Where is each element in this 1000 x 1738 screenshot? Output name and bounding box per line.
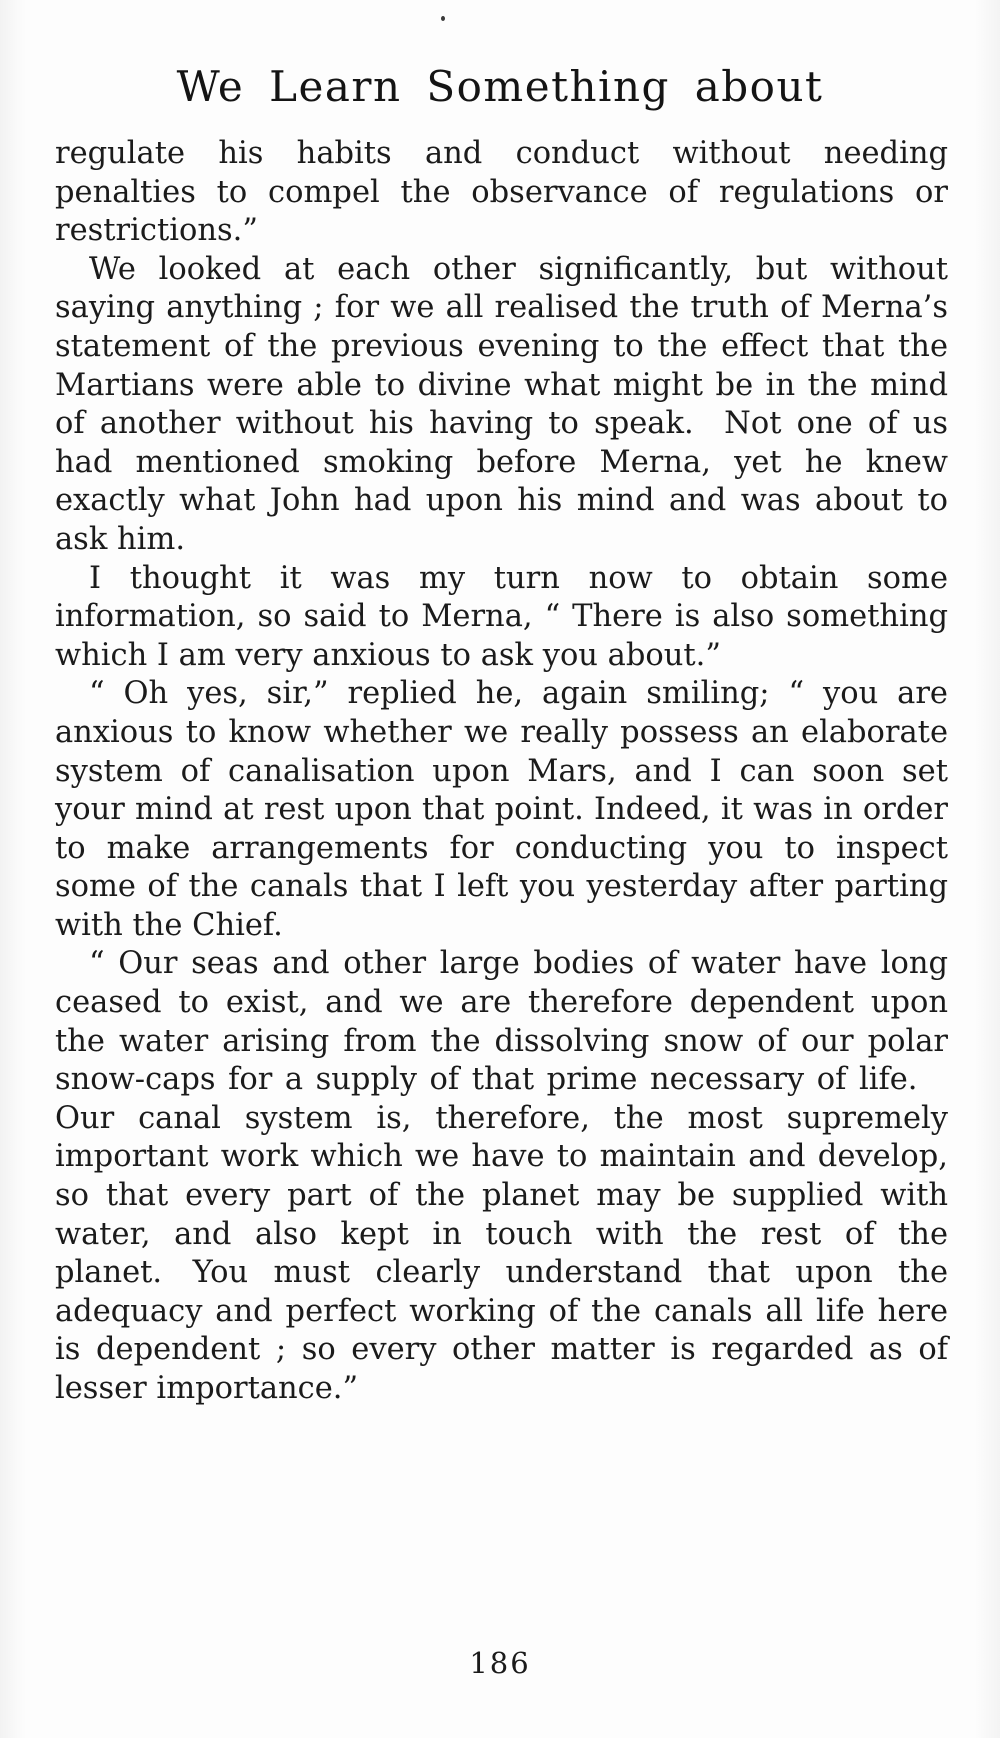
paragraph: regulate his habits and conduct without needing penalties to compel the observance of regulations or restrictions.” (55, 136, 948, 249)
paragraph: We looked at each other significantly, but without saying anything ; for we all realised the truth of Merna’s statement of the previous evening to the effect that the Martians were able to divine what might be in the mind of another without his having to speak. Not one of us had mentioned smoking before Merna, yet he knew exactly what John had upon his mind and was about to ask him. (55, 251, 948, 557)
page-speck-mark (441, 16, 445, 21)
paragraph: I thought it was my turn now to obtain some information, so said to Merna, “ There is also something which I am very anxious to ask you about.” (55, 560, 948, 673)
paragraph: “ Oh yes, sir,” replied he, again smiling; “ you are anxious to know whether we really possess an elaborate system of canalisation upon Mars, and I can soon set your mind at rest upon that point. Indeed, it was in order to make arrangements for conducting you to inspect some of the canals that I left you yesterday after parting with the Chief. (55, 676, 948, 943)
running-head: We Learn Something about (176, 62, 824, 111)
page-body-text (0, 111, 1000, 1409)
paragraph: “ Our seas and other large bodies of water have long ceased to exist, and we are therefore dependent upon the water arising from the dissolving snow of our polar snow-caps for a supply of that prime necessary of life. Our canal system is, therefore, the most supremely important work which we have to maintain and develop, so that every part of the planet may be supplied with water, and also kept in touch with the rest of the planet. You must clearly understand that upon the adequacy and perfect working of the canals all life here is dependent ; so every other matter is regarded as of lesser importance.” (55, 946, 948, 1406)
page-number: 186 (469, 1646, 531, 1680)
